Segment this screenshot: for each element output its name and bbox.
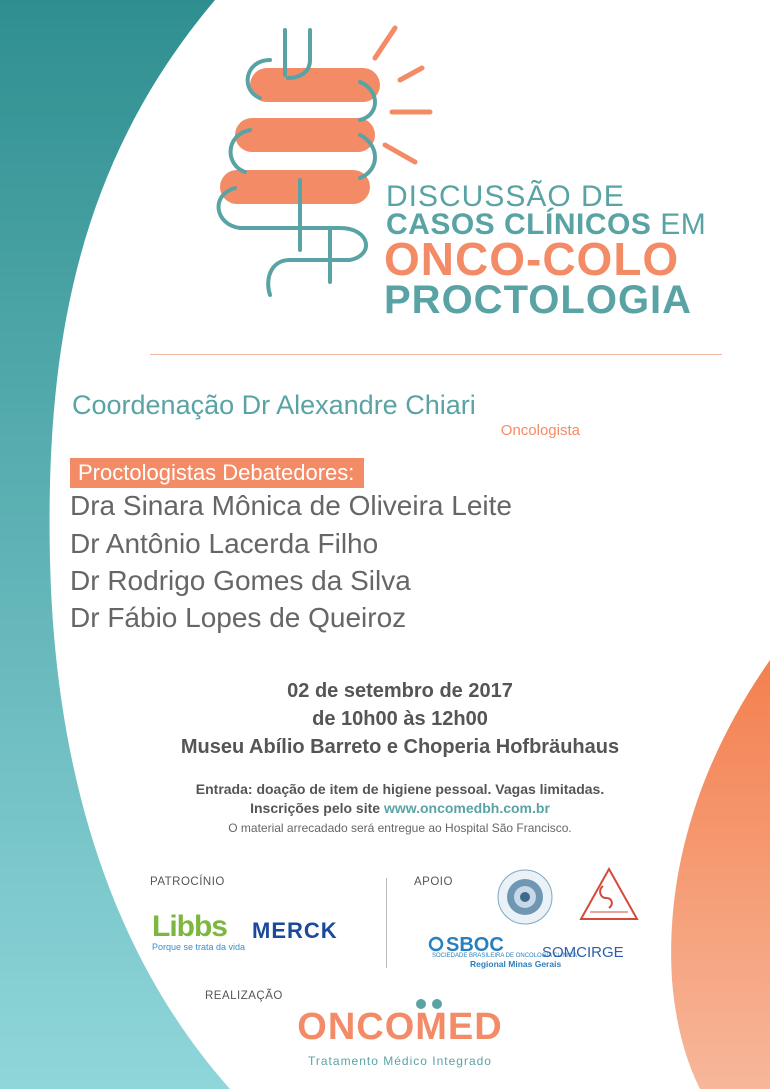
debater-name: Dr Antônio Lacerda Filho	[70, 528, 379, 559]
registration-prefix: Inscrições pelo site	[250, 800, 381, 816]
support-label: APOIO	[414, 876, 453, 888]
debater-name: Dr Rodrigo Gomes da Silva	[70, 565, 411, 596]
libbs-logo: Libbs	[152, 910, 227, 943]
sboc-swirl-icon	[428, 936, 444, 952]
event-venue: Museu Abílio Barreto e Choperia Hofbräuhaus	[180, 736, 620, 758]
sboc-region: Regional Minas Gerais	[470, 959, 562, 969]
merck-logo: MERCK	[252, 918, 338, 943]
somcirge-logo: SOMCIRGE	[542, 944, 624, 961]
title-line-3: ONCO-COLO	[384, 233, 680, 285]
title-line-2-bold: CASOS CLÍNICOS	[386, 208, 652, 241]
entry-info: Entrada: doação de item de higiene pessoal. Vagas limitadas.	[195, 781, 605, 797]
title-line-4: PROCTOLOGIA	[384, 278, 693, 322]
sbc-seal-icon	[496, 868, 554, 926]
divider	[150, 354, 722, 355]
debaters-heading: Proctologistas Debatedores:	[70, 458, 364, 488]
libbs-tagline: Porque se trata da vida	[152, 942, 246, 952]
coordination-text: Coordenação Dr Alexandre Chiari	[72, 390, 476, 420]
website-link[interactable]: www.oncomedbh.com.br	[383, 800, 550, 816]
title-line-2-rest: EM	[660, 208, 707, 241]
donation-note: O material arrecadado será entregue ao Hospital São Francisco.	[228, 821, 572, 835]
oncomed-logo: ONCOMED	[297, 1006, 503, 1048]
event-date: 02 de setembro de 2017	[287, 680, 513, 702]
coloproctology-triangle-icon	[578, 866, 640, 922]
organizer-label: REALIZAÇÃO	[205, 990, 283, 1002]
sboc-logo: SBOC	[446, 934, 504, 956]
registration-info	[100, 800, 700, 816]
vertical-separator	[386, 878, 387, 968]
title-line-1: DISCUSSÃO DE	[386, 180, 625, 213]
event-time: de 10h00 às 12h00	[312, 708, 488, 730]
debater-name: Dr Fábio Lopes de Queiroz	[70, 602, 407, 633]
sponsors-label: PATROCÍNIO	[150, 876, 225, 888]
coordinator-role: Oncologista	[500, 422, 580, 439]
sboc-subtitle: SOCIEDADE BRASILEIRA DE ONCOLOGIA CLÍNICA	[432, 953, 578, 959]
debater-name: Dra Sinara Mônica de Oliveira Leite	[70, 490, 512, 521]
oncomed-tagline: Tratamento Médico Integrado	[308, 1054, 492, 1068]
